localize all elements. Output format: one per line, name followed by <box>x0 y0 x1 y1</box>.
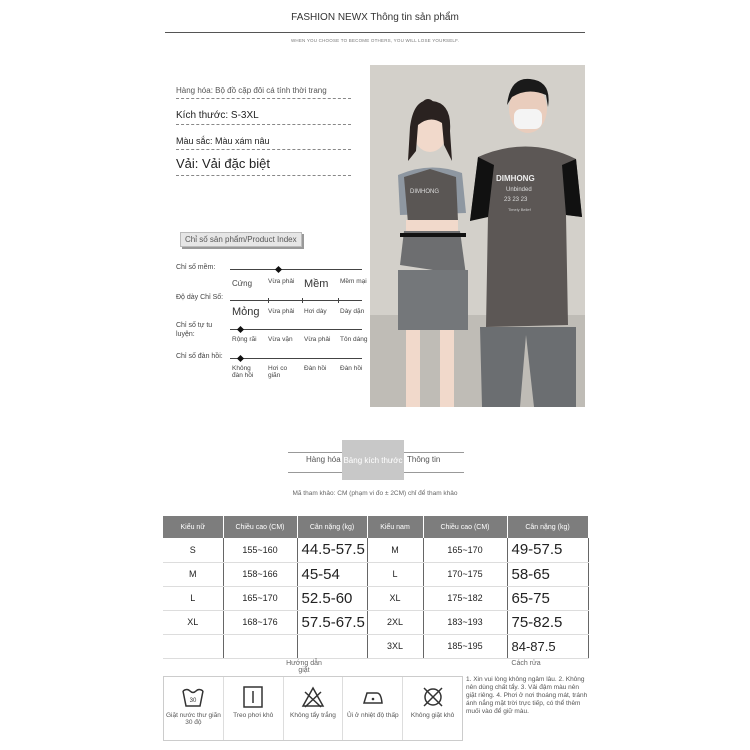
tab-goods[interactable]: Hàng hóa <box>306 455 341 464</box>
attr-size: Kích thước: S-3XL <box>176 110 351 125</box>
table-header: Cân nặng (kg) <box>297 516 367 538</box>
care-instructions: 1. Xin vui lòng không ngâm lâu. 2. Không nên dùng chất tẩy. 3. Vải đậm màu nên giặt riêng. 4. Phơi ở nơi thoáng mát, tránh ánh nắng mặt trời trực tiếp, có thể thêm muối vào để giữ màu. <box>466 676 588 715</box>
care-hang <box>224 677 284 740</box>
table-header: Kiểu nam <box>367 516 423 538</box>
index-elasticity-scale <box>230 358 362 359</box>
index-option: Đàn hồi <box>340 365 363 372</box>
header-divider <box>165 32 585 33</box>
care-wash <box>164 677 224 740</box>
table-header: Kiểu nữ <box>163 516 223 538</box>
table-cell <box>297 634 367 658</box>
index-option: Dày dặn <box>340 308 365 315</box>
index-option: Hơi co giãn <box>268 365 288 379</box>
index-elasticity-marker <box>237 355 244 362</box>
page-title: FASHION NEWX Thông tin sản phẩm <box>291 12 459 23</box>
index-fit-label: Chỉ số tự tu luyện: <box>176 322 213 338</box>
shirt-print-script: Unbinded <box>506 187 532 193</box>
index-option: Đàn hồi <box>304 365 327 372</box>
table-cell: 84-87.5 <box>507 634 588 658</box>
index-thickness-label: Độ dày Chỉ Số: <box>176 294 224 301</box>
table-cell: L <box>367 562 423 586</box>
no-bleach-icon <box>301 686 325 708</box>
product-index-title: Chỉ số sản phẩm/Product Index <box>180 232 302 247</box>
table-header: Chiều cao (CM) <box>223 516 297 538</box>
tab-info[interactable]: Thông tin <box>407 455 441 464</box>
index-option: Vừa phải <box>304 336 331 343</box>
hang-dry-icon <box>241 686 265 708</box>
table-cell: 185~195 <box>423 634 507 658</box>
couple-photo <box>370 65 585 407</box>
table-cell: 65-75 <box>507 586 588 610</box>
index-softness-scale <box>230 269 362 270</box>
care-no-bleach <box>284 677 344 740</box>
shirt-print-brand: DIMHONG <box>496 174 535 183</box>
table-row <box>163 610 588 634</box>
table-cell: XL <box>367 586 423 610</box>
index-option: Mềm <box>304 278 329 290</box>
table-cell: 165~170 <box>223 586 297 610</box>
couple-illustration <box>370 65 585 407</box>
table-cell <box>223 634 297 658</box>
table-row <box>163 538 588 562</box>
table-cell: 52.5-60 <box>297 586 367 610</box>
table-cell: 49-57.5 <box>507 538 588 562</box>
page-subtitle: WHEN YOU CHOOSE TO BECOME OTHERS, YOU WILL LOSE YOURSELF. <box>290 38 460 43</box>
care-label: Ủi ở nhiệt độ thấp <box>346 712 399 719</box>
table-cell: M <box>163 562 223 586</box>
table-cell: XL <box>163 610 223 634</box>
table-cell: S <box>163 538 223 562</box>
table-cell: 170~175 <box>423 562 507 586</box>
shirt-print-tagline: Timely Belief <box>508 207 531 212</box>
iron-low-icon <box>361 686 385 708</box>
index-fit-scale <box>230 329 362 330</box>
care-label: Giặt nước thư giãn 30 độ <box>165 712 221 726</box>
attr-color: Màu sắc: Màu xám nâu <box>176 136 351 150</box>
size-note: Mã tham khảo: CM (phạm vi đo ± 2CM) chỉ để tham khảo <box>292 490 458 497</box>
index-fit-marker <box>237 326 244 333</box>
care-method-title: Cách rửa <box>511 660 541 667</box>
index-option: Vừa vặn <box>268 336 293 343</box>
index-thickness-tick <box>338 298 339 303</box>
index-option: Tôn dáng <box>340 336 368 343</box>
index-thickness-tick <box>268 298 269 303</box>
table-cell: 44.5-57.5 <box>297 538 367 562</box>
index-elasticity-label: Chỉ số đàn hồi: <box>176 353 223 360</box>
index-option: Vừa phải <box>268 278 295 285</box>
table-cell: L <box>163 586 223 610</box>
table-cell: 57.5-67.5 <box>297 610 367 634</box>
table-row <box>163 586 588 610</box>
table-cell: 58-65 <box>507 562 588 586</box>
table-cell <box>163 634 223 658</box>
index-softness-label: Chỉ số mềm: <box>176 264 216 271</box>
table-cell: 155~160 <box>223 538 297 562</box>
svg-text:30: 30 <box>190 698 197 704</box>
table-header: Chiều cao (CM) <box>423 516 507 538</box>
care-icons <box>163 676 463 741</box>
table-header: Cân nặng (kg) <box>507 516 588 538</box>
index-thickness-tick <box>302 298 303 303</box>
table-cell: 183~193 <box>423 610 507 634</box>
table-cell: 158~166 <box>223 562 297 586</box>
care-no-dry-clean <box>403 677 462 740</box>
table-cell: 3XL <box>367 634 423 658</box>
wash-30-icon <box>181 686 205 708</box>
table-row <box>163 634 588 658</box>
care-guide-title: Hướng dẫn giặt <box>286 660 322 674</box>
attr-product: Hàng hóa: Bộ đồ cặp đôi cá tính thời trang <box>176 86 351 99</box>
table-cell: 45-54 <box>297 562 367 586</box>
table-cell: 168~176 <box>223 610 297 634</box>
shirt-print-numbers: 23 23 23 <box>504 197 528 203</box>
care-label: Không giặt khô <box>410 712 455 719</box>
attr-fabric: Vải: Vải đặc biệt <box>176 156 351 176</box>
table-cell: 75-82.5 <box>507 610 588 634</box>
table-row <box>163 562 588 586</box>
index-option: Rộng rãi <box>232 336 257 343</box>
table-cell: 2XL <box>367 610 423 634</box>
index-option: Hơi dày <box>304 308 327 315</box>
index-option: Mỏng <box>232 306 260 318</box>
care-iron <box>343 677 403 740</box>
table-header-row <box>163 516 588 538</box>
care-label: Không tẩy trắng <box>290 712 336 719</box>
no-dry-clean-icon <box>421 686 445 708</box>
index-softness-marker <box>275 266 282 273</box>
index-option: Vừa phải <box>268 308 295 315</box>
index-option: Không đàn hồi <box>232 365 254 379</box>
size-table <box>163 516 589 659</box>
care-label: Treo phơi khô <box>233 712 274 719</box>
table-cell: 175~182 <box>423 586 507 610</box>
shirt-print-text: DIMHONG <box>410 189 439 195</box>
tab-size-chart[interactable]: Bảng kích thước <box>342 440 404 480</box>
index-option: Cứng <box>232 279 253 288</box>
table-cell: M <box>367 538 423 562</box>
index-option: Mềm mại <box>340 278 367 285</box>
index-thickness-scale <box>230 300 362 301</box>
table-cell: 165~170 <box>423 538 507 562</box>
